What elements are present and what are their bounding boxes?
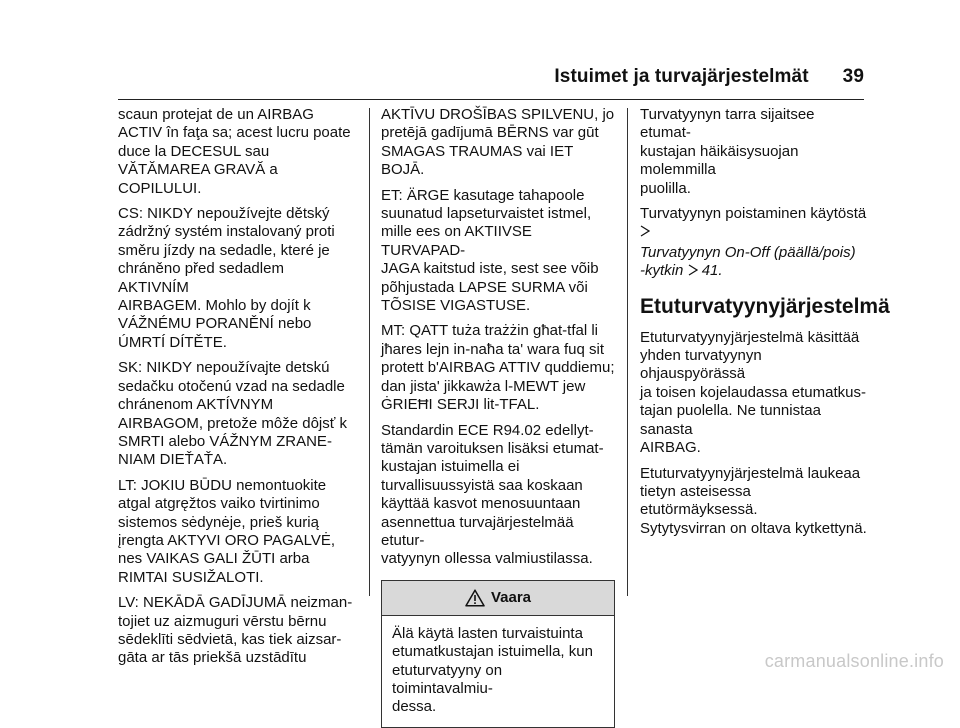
warning-box <box>381 580 615 728</box>
column-divider <box>627 108 628 596</box>
page-number: 39 <box>842 66 864 87</box>
paragraph: ET: ÄRGE kasutage tahapoole suunatud lapseturvaistet istmel, mille ees on AKTIIVSE TURVAPAD- JAGA kaitstud iste, sest see võib põhjustada LAPSE SURMA või TÕSISE VIGASTUSE. <box>381 186 599 315</box>
paragraph: CS: NIKDY nepoužívejte dětský zádržný systém instalovaný proti směru jízdy na sedadle, které je chráněno před sedadlem AKTIVNÍM AIRBAGEM. Mohlo by dojít k VÁŽNÉMU PORANĚNÍ nebo ÚMRTÍ DÍTĚTE. <box>118 205 335 351</box>
paragraph: AKTĪVU DROŠĪBAS SPILVENU, jo pretējā gadījumā BĒRNS var gūt SMAGAS TRAUMAS vai IET BOJĀ. <box>381 106 615 179</box>
page-reference-arrow-icon <box>640 225 650 237</box>
paragraph: Turvatyynyn tarra sijaitsee etumat- kustajan häikäisysuojan molemmilla puolilla. <box>640 106 815 197</box>
paragraph <box>640 205 868 242</box>
section-heading: Etuturvatyynyjärjestelmä <box>640 294 890 318</box>
warning-triangle-icon <box>465 589 485 607</box>
paragraph: Etuturvatyynyjärjestelmä käsittää yhden turvatyynyn ohjauspyörässä ja toisen kojelaudassa etumatkus- tajan puolella. Ne tunnistaa sanasta AIRBAG. <box>640 328 866 457</box>
column-3 <box>640 106 890 545</box>
paragraph-text: Turvatyynyn poistaminen käytöstä <box>640 205 867 223</box>
page-reference-arrow-icon <box>688 264 698 276</box>
watermark: carmanualsonline.info <box>764 651 944 671</box>
section-title: Istuimet ja turvajärjestelmät <box>554 66 809 87</box>
paragraph: MT: QATT tuża trażżin għat-tfal li jħares lejn in-naħa ta' wara fuq sit protett b'AIRBAG ATTIV quddiemu; dan jista' jikkawża l-MEWT jew ĠRIEĦI SERJI lit-TFAL. <box>381 322 615 414</box>
page-header <box>554 66 864 88</box>
cross-reference-link[interactable]: Turvatyynyn On-Off (päällä/pois) -kytkin 41. <box>640 243 856 280</box>
column-2 <box>381 106 617 728</box>
paragraph: LT: JOKIU BŪDU nemontuokite atgal atgręžtos vaiko tvirtinimo sistemos sėdynėje, prieš kurią įrengta AKTYVI ORO PAGALVĖ, nes VAIKAS GALI ŽŪTI arba RIMTAI SUSIŽALOTI. <box>118 476 336 586</box>
cross-reference-page: 41 <box>701 262 719 280</box>
column-divider <box>369 108 370 596</box>
header-rule <box>118 99 864 100</box>
cross-reference-text: Turvatyynyn On-Off (päällä/pois) -kytkin <box>640 243 856 280</box>
column-1 <box>118 106 358 675</box>
warning-text: Älä käytä lasten turvaistuinta etumatkustajan istuimella, kun etuturvatyyny on toimintavalmiu- dessa. <box>392 624 593 716</box>
paragraph: Standardin ECE R94.02 edellyt- tämän varoituksen lisäksi etumat- kustajan istuimella ei turvallisuussyistä saa koskaan käyttää kasvot menosuuntaan asennettua turvajärjestelmää etutur- vatyynyn ollessa valmiustilassa. <box>381 421 604 568</box>
paragraph: Etuturvatyynyjärjestelmä laukeaa tietyn asteisessa etutörmäyksessä. Sytytysvirran on oltava kytkettynä. <box>640 464 867 537</box>
paragraph: LV: NEKĀDĀ GADĪJUMĀ neizman- tojiet uz aizmuguri vērstu bērnu sēdeklīti sēdvietā, kas tiek aizsar- gāta ar tās priekšā uzstādītu <box>118 594 353 667</box>
paragraph: SK: NIKDY nepoužívajte detskú sedačku otočenú vzad na sedadle chránenom AKTÍVNYM AIRBAGOM, pretože môže dôjsť k SMRTI alebo VÁŽNYM ZRANE- NIAM DIEŤAŤA. <box>118 359 348 469</box>
warning-title: Vaara <box>490 588 532 606</box>
warning-header <box>382 581 614 616</box>
paragraph: scaun protejat de un AIRBAG ACTIV în faţa sa; acest lucru poate duce la DECESUL sau VĂTĂMAREA GRAVĂ a COPILULUI. <box>118 106 351 197</box>
